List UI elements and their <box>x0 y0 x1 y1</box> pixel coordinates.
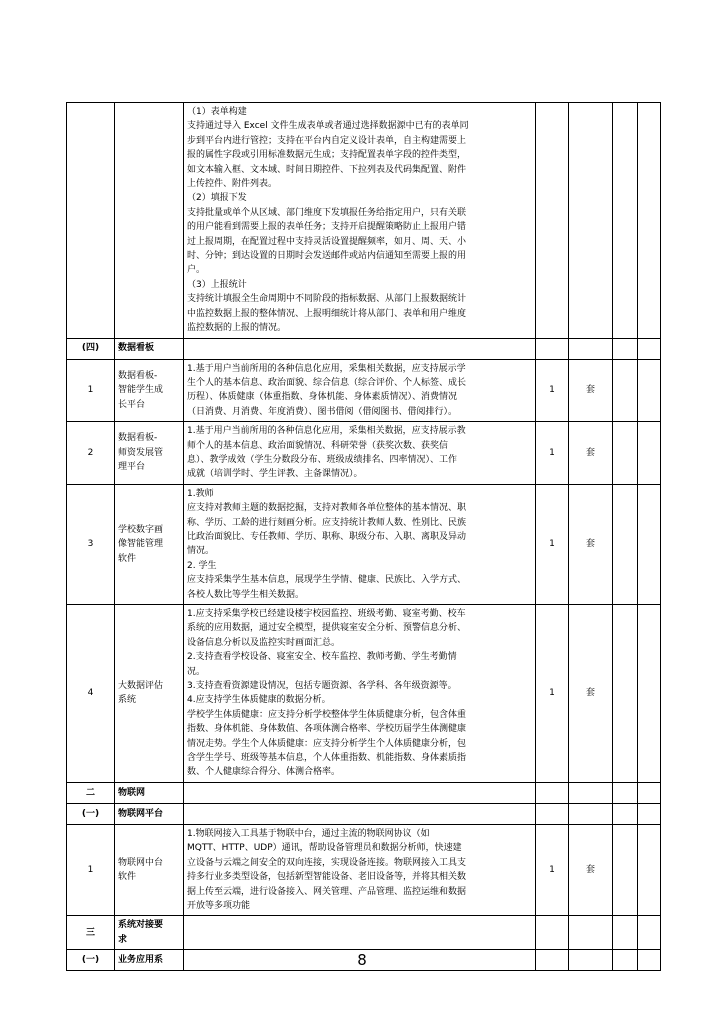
section-row <box>67 916 661 950</box>
quantity: 1 <box>536 484 569 604</box>
unit: 套 <box>569 824 613 915</box>
row-number: 2 <box>67 422 115 485</box>
quantity: 1 <box>536 359 569 422</box>
item-name <box>115 103 184 339</box>
desc-line: 支持通过导入 Excel 文件生成表单或者通过选择数据源中已有的表单同 <box>187 121 469 132</box>
section-row <box>67 338 661 359</box>
desc-line: 称、学历、工龄的进行刻画分析。应支持统计教师人数、性别比、民族 <box>187 517 467 528</box>
section-number: (一) <box>67 950 115 971</box>
empty-cell <box>536 338 569 359</box>
desc-line: （日消费、月消费、年度消费）、图书借阅（借阅图书、借阅排行）。 <box>187 406 458 417</box>
desc-line: 含学生学号、班级等基本信息，个人体重指数、机能指数、身体素质指 <box>187 753 467 764</box>
row-number: 1 <box>67 824 115 915</box>
desc-line: 1.物联网接入工具基于物联中台，通过主流的物联网协议（如 <box>187 828 430 839</box>
empty-cell <box>613 484 638 604</box>
desc-line: 师个人的基本信息、政治面貌情况、科研荣誉（获奖次数、获奖信 <box>187 440 449 451</box>
name-line: 软件 <box>118 872 137 883</box>
empty-cell <box>613 782 638 803</box>
empty-cell <box>638 359 661 422</box>
desc-line: 户。 <box>187 265 206 276</box>
desc-line: 比政治面貌比、专任教师、学历、职称、职级分布、入职、离职及异动 <box>187 531 467 542</box>
desc-line: 数、个人健康综合得分、体测合格率。 <box>187 767 341 778</box>
empty-cell <box>536 782 569 803</box>
desc-line: 各校人数比等学生相关数据。 <box>187 589 305 600</box>
item-description <box>184 103 536 339</box>
section-number: (四) <box>67 338 115 359</box>
desc-line: 1.教师 <box>187 488 214 499</box>
table-row <box>67 824 661 915</box>
unit: 套 <box>569 422 613 485</box>
name-line: 像智能管理 <box>118 539 164 550</box>
procurement-spec-table <box>66 102 661 971</box>
table-row <box>67 422 661 485</box>
empty-cell <box>638 916 661 950</box>
desc-line: 应支持对教师主题的数据挖掘，支持对教师各单位整体的基本情况、职 <box>187 503 467 514</box>
row-number: 1 <box>67 359 115 422</box>
unit: 套 <box>569 605 613 783</box>
empty-cell <box>638 338 661 359</box>
desc-line: 指数、身体机能、身体数值、各项体测合格率、学校历届学生体测健康 <box>187 724 467 735</box>
desc-line: （2）填报下发 <box>187 193 247 204</box>
section-title: 业务应用系 <box>115 950 184 971</box>
empty-cell <box>569 782 613 803</box>
name-line: 数据看板- <box>118 370 158 381</box>
section-title: 数据看板 <box>115 338 184 359</box>
desc-line: 2. 学生 <box>187 560 217 571</box>
table-row <box>67 103 661 339</box>
desc-line: 历程）、体质健康（体重指数、身体机能、身体素质情况）、消费情况 <box>187 392 458 403</box>
quantity: 1 <box>536 422 569 485</box>
empty-cell <box>638 103 661 339</box>
desc-line: 开放等多项功能 <box>187 900 251 911</box>
table-row <box>67 359 661 422</box>
desc-line: 据上传至云端，进行设备接入、网关管理、产品管理、监控运维和数据 <box>187 886 467 897</box>
desc-line: 1.基于用户当前所用的各种信息化应用，采集相关数据，应支持展示教 <box>187 426 466 437</box>
section-row <box>67 803 661 824</box>
item-name <box>115 484 184 604</box>
name-line: 师资发展管 <box>118 447 164 458</box>
desc-line: 持多行业多类型设备，包括新型智能设备、老旧设备等，并将其相关数 <box>187 872 467 883</box>
empty-cell <box>184 338 536 359</box>
desc-line: 立设备与云端之间安全的双向连接，实现设备连接。物联网接入工具支 <box>187 857 467 868</box>
section-title <box>115 916 184 950</box>
item-description <box>184 359 536 422</box>
desc-line: （3）上报统计 <box>187 279 247 290</box>
item-name <box>115 824 184 915</box>
row-number: 3 <box>67 484 115 604</box>
item-description <box>184 824 536 915</box>
section-number: 二 <box>67 782 115 803</box>
desc-line: 情况。 <box>187 546 215 557</box>
empty-cell <box>184 803 536 824</box>
empty-cell <box>638 605 661 783</box>
desc-line: 系统的应用数据，通过安全模型，提供寝室安全分析、预警信息分析、 <box>187 623 467 634</box>
quantity: 1 <box>536 824 569 915</box>
empty-cell <box>184 782 536 803</box>
empty-cell <box>613 824 638 915</box>
desc-line: 学校学生体质健康：应支持分析学校整体学生体质健康分析，包含体重 <box>187 709 467 720</box>
empty-cell <box>569 916 613 950</box>
empty-cell <box>638 824 661 915</box>
desc-line: 3.支持查看资源建设情况，包括专题资源、各学科、各年级资源等。 <box>187 681 457 692</box>
row-number <box>67 103 115 339</box>
unit: 套 <box>569 484 613 604</box>
desc-line: 1.基于用户当前所用的各种信息化应用，采集相关数据，应支持展示学 <box>187 363 466 374</box>
item-name <box>115 359 184 422</box>
section-number: 三 <box>67 916 115 950</box>
name-line: 求 <box>118 934 128 945</box>
empty-cell <box>613 803 638 824</box>
desc-line: 4.应支持学生体质健康的数据分析。 <box>187 695 331 706</box>
name-line: 系统 <box>118 695 137 706</box>
name-line: 物联网中台 <box>118 857 164 868</box>
desc-line: 2.支持查看学校设备、寝室安全、校车监控、教师考勤、学生考勤情 <box>187 652 457 663</box>
desc-line: 过上报周期，在配置过程中支持灵活设置提醒频率，如月、周、天、小 <box>187 236 467 247</box>
section-number: (一) <box>67 803 115 824</box>
desc-line: 如文本输入框、文本域、时间日期控件、下拉列表及代码集配置、附件 <box>187 164 467 175</box>
desc-line: 应支持采集学生基本信息，展现学生学情、健康、民族比、入学方式、 <box>187 575 467 586</box>
desc-line: 监控数据的上报的情况。 <box>187 323 287 334</box>
empty-cell <box>638 484 661 604</box>
name-line: 长平台 <box>118 399 146 410</box>
empty-cell <box>613 103 638 339</box>
desc-line: 设备信息分析以及监控实时画面汇总。 <box>187 637 341 648</box>
name-line: 系统对接要 <box>118 920 164 931</box>
name-line: 理平台 <box>118 462 146 473</box>
section-row <box>67 782 661 803</box>
empty-cell <box>536 803 569 824</box>
name-line: 数据看板- <box>118 433 158 444</box>
row-number: 4 <box>67 605 115 783</box>
unit <box>569 103 613 339</box>
empty-cell <box>613 359 638 422</box>
quantity <box>536 103 569 339</box>
desc-line: 支持批量或单个从区域、部门维度下发填报任务给指定用户，只有关联 <box>187 207 467 218</box>
section-title: 物联网 <box>115 782 184 803</box>
desc-line: 况。 <box>187 666 206 677</box>
table-row <box>67 605 661 783</box>
desc-line: （1）表单构建 <box>187 107 247 117</box>
empty-cell <box>613 916 638 950</box>
name-line: 软件 <box>118 553 137 564</box>
desc-line: 息）、教学成效（学生分数段分布、班级成绩排名、四率情况）、工作 <box>187 454 458 465</box>
quantity: 1 <box>536 605 569 783</box>
desc-line: 步到平台内进行管控；支持在平台内自定义设计表单，自主构建需要上 <box>187 135 467 146</box>
unit: 套 <box>569 359 613 422</box>
name-line: 智能学生成 <box>118 385 164 396</box>
name-line: 学校数字画 <box>118 524 164 535</box>
empty-cell <box>638 782 661 803</box>
desc-line: 报的属性字段或引用标准数据元生成；支持配置表单字段的控件类型， <box>187 150 467 161</box>
desc-line: 中监控数据上报的整体情况、上报明细统计将从部门、表单和用户维度 <box>187 308 467 319</box>
desc-line: MQTT、HTTP、UDP）通讯，帮助设备管理员和数据分析师，快速建 <box>187 843 462 854</box>
item-description <box>184 484 536 604</box>
desc-line: 1.应支持采集学校已经建设楼宇校园监控、班级考勤、寝室考勤、校车 <box>187 609 466 619</box>
desc-line: 的用户能看到需要上报的表单任务；支持开启提醒策略防止上报用户错 <box>187 222 467 233</box>
desc-line: 情况走势。学生个人体质健康：应支持分析学生个人体质健康分析，包 <box>187 738 467 749</box>
item-name <box>115 422 184 485</box>
empty-cell <box>184 916 536 950</box>
empty-cell <box>638 803 661 824</box>
empty-cell <box>638 422 661 485</box>
page-number: 8 <box>357 951 367 969</box>
empty-cell <box>569 803 613 824</box>
section-title: 物联网平台 <box>115 803 184 824</box>
desc-line: 上传控件、附件列表。 <box>187 179 278 190</box>
desc-line: 成就（培训学时、学生评教、主备课情况）。 <box>187 469 363 480</box>
name-line: 大数据评估 <box>118 681 164 692</box>
empty-cell <box>613 605 638 783</box>
table-row <box>67 484 661 604</box>
empty-cell <box>536 916 569 950</box>
item-description <box>184 605 536 783</box>
empty-cell <box>613 422 638 485</box>
desc-line: 时、分钟；到达设置的日期时会发送邮件或站内信通知至需要上报的用 <box>187 251 467 262</box>
empty-cell <box>613 338 638 359</box>
desc-line: 支持统计填报全生命周期中不同阶段的指标数据、从部门上报数据统计 <box>187 294 467 305</box>
item-description <box>184 422 536 485</box>
item-name <box>115 605 184 783</box>
desc-line: 生个人的基本信息、政治面貌、综合信息（综合评价、个人标签、成长 <box>187 377 467 388</box>
empty-cell <box>569 338 613 359</box>
